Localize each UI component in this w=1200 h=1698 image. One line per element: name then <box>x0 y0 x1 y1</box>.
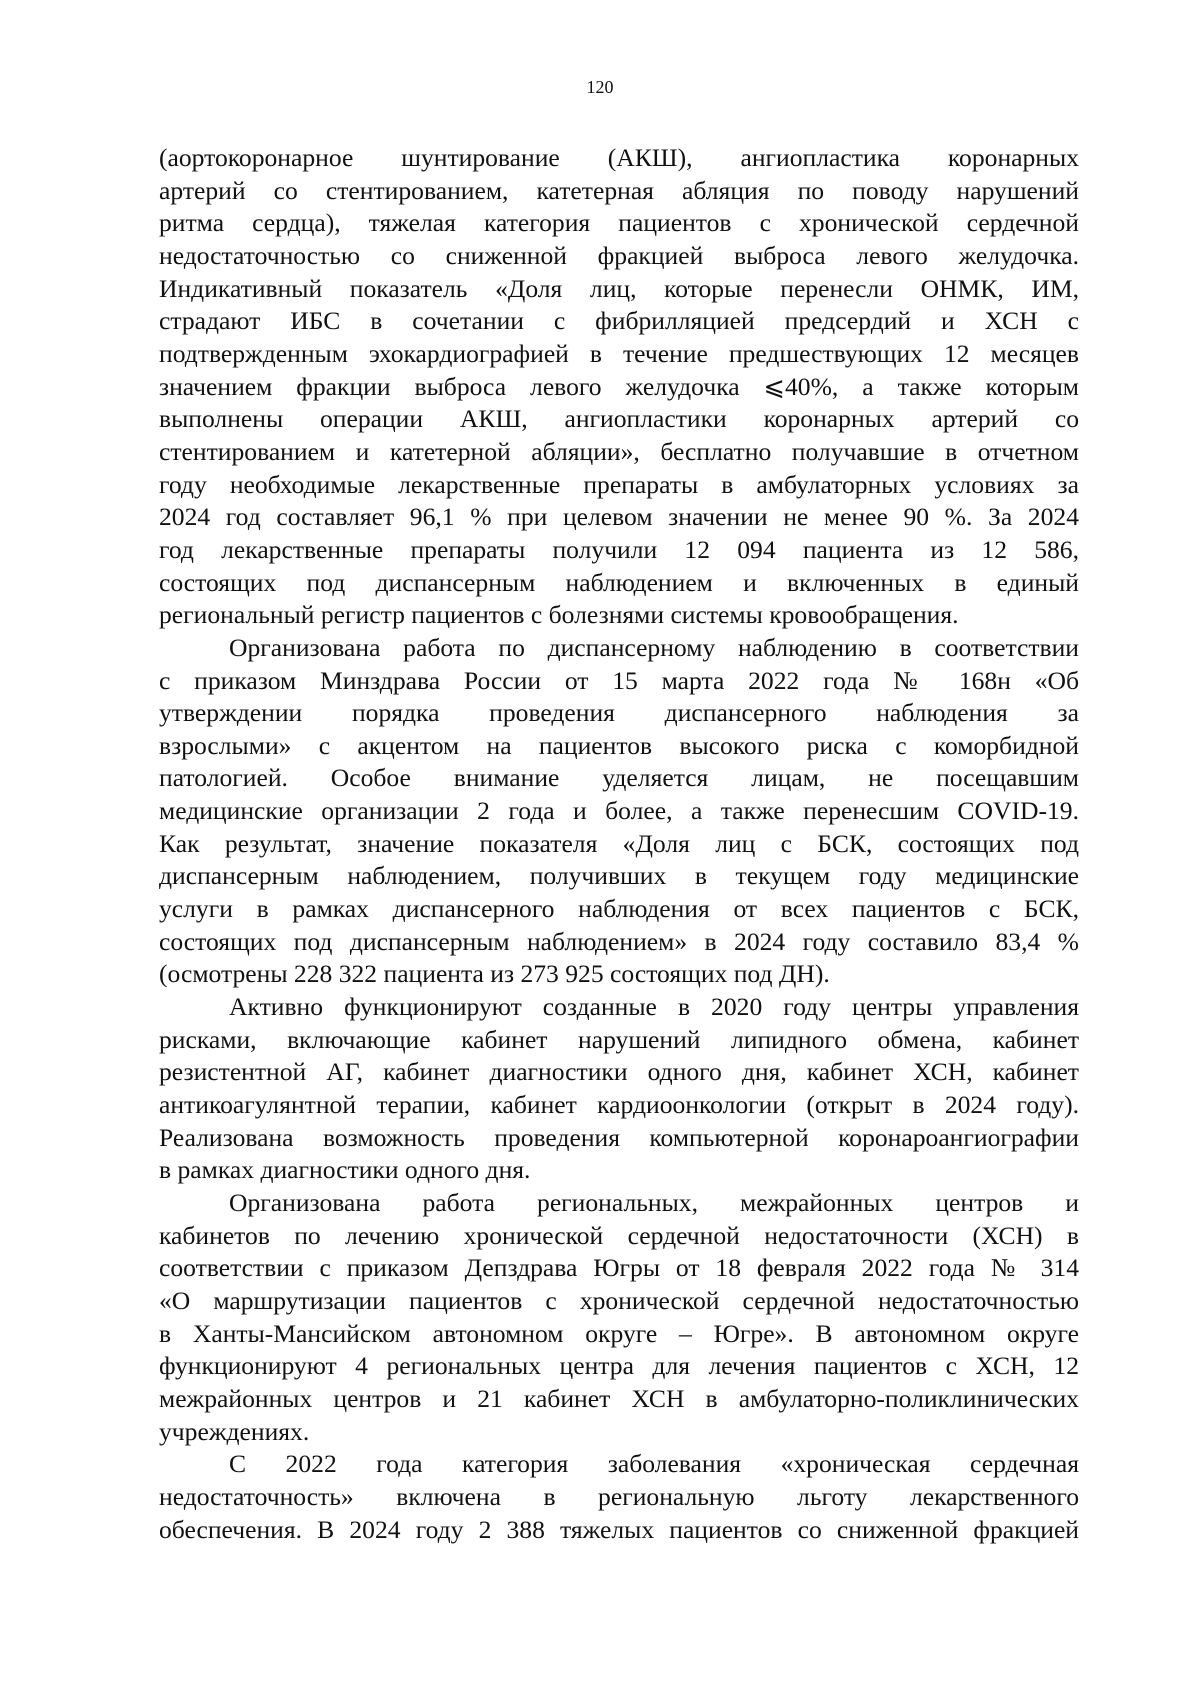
text-line: 2024 год составляет 96,1 % при целевом значении не менее 90 %. За 2024 <box>159 502 1079 532</box>
text-line: подтвержденным эхокардиографией в течение предшествующих 12 месяцев <box>159 338 1079 368</box>
text-line: рисками, включающие кабинет нарушений липидного обмена, кабинет <box>159 1024 1079 1054</box>
text-line: обеспечения. В 2024 году 2 388 тяжелых пациентов со сниженной фракцией <box>159 1514 1079 1544</box>
text-line: состоящих под диспансерным наблюдением» в 2024 году составило 83,4 % <box>159 926 1079 956</box>
text-line: в Ханты-Мансийском автономном округе – Югре». В автономном округе <box>159 1318 1079 1348</box>
text-line: (осмотрены 228 322 пациента из 273 925 состоящих под ДН). <box>159 959 830 989</box>
text-line: диспансерным наблюдением, получивших в текущем году медицинские <box>159 861 1079 891</box>
text-line: Организована работа по диспансерному наблюдению в соответствии <box>229 632 1079 662</box>
text-line: С 2022 года категория заболевания «хроническая сердечная <box>229 1449 1079 1479</box>
text-line: Активно функционируют созданные в 2020 году центры управления <box>229 992 1079 1022</box>
text-line: кабинетов по лечению хронической сердечной недостаточности (ХСН) в <box>159 1220 1079 1250</box>
text-line: Реализована возможность проведения компьютерной коронароангиографии <box>159 1122 1079 1152</box>
text-line: услуги в рамках диспансерного наблюдения от всех пациентов с БСК, <box>159 894 1079 924</box>
text-line: значением фракции выброса левого желудочка ⩽40%, а также которым <box>159 371 1079 401</box>
text-line: страдают ИБС в сочетании с фибрилляцией предсердий и ХСН с <box>159 306 1079 336</box>
page-number: 120 <box>586 77 614 97</box>
text-line: утверждении порядка проведения диспансерного наблюдения за <box>159 698 1079 728</box>
text-line: соответствии с приказом Депздрава Югры от 18 февраля 2022 года № 314 <box>159 1253 1079 1283</box>
text-line: межрайонных центров и 21 кабинет ХСН в амбулаторно-поликлинических <box>159 1383 1079 1413</box>
text-line: Как результат, значение показателя «Доля лиц с БСК, состоящих под <box>159 828 1079 858</box>
text-line: учреждениях. <box>159 1416 310 1446</box>
text-line: региональный регистр пациентов с болезнями системы кровообращения. <box>159 600 959 630</box>
text-line: медицинские организации 2 года и более, а также перенесшим COVID-19. <box>159 796 1079 826</box>
text-line: Организована работа региональных, межрайонных центров и <box>229 1188 1079 1217</box>
text-line: Индикативный показатель «Доля лиц, которые перенесли ОНМК, ИМ, <box>159 273 1079 303</box>
text-line: году необходимые лекарственные препараты в амбулаторных условиях за <box>159 469 1079 499</box>
text-line: (аортокоронарное шунтирование (АКШ), ангиопластика коронарных <box>159 143 1079 172</box>
text-line: год лекарственные препараты получили 12 094 пациента из 12 586, <box>159 534 1079 564</box>
text-line: «О маршрутизации пациентов с хронической сердечной недостаточностью <box>159 1285 1079 1315</box>
text-line: антикоагулянтной терапии, кабинет кардиоонкологии (открыт в 2024 году). <box>159 1090 1079 1120</box>
text-line: в рамках диагностики одного дня. <box>159 1155 531 1185</box>
text-line: резистентной АГ, кабинет диагностики одного дня, кабинет ХСН, кабинет <box>159 1057 1079 1087</box>
text-line: стентированием и катетерной абляции», бесплатно получавшие в отчетном <box>159 436 1079 466</box>
text-line: состоящих под диспансерным наблюдением и включенных в единый <box>159 567 1079 597</box>
text-line: недостаточность» включена в региональную льготу лекарственного <box>159 1481 1079 1511</box>
text-line: ритма сердца), тяжелая категория пациентов с хронической сердечной <box>159 208 1079 238</box>
text-line: взрослыми» с акцентом на пациентов высокого риска с коморбидной <box>159 730 1079 760</box>
body-text <box>159 142 1079 1546</box>
text-line: выполнены операции АКШ, ангиопластики коронарных артерий со <box>159 404 1079 434</box>
text-line: функционируют 4 региональных центра для лечения пациентов с ХСН, 12 <box>159 1351 1079 1381</box>
text-line: недостаточностью со сниженной фракцией выброса левого желудочка. <box>159 240 1079 270</box>
text-line: патологией. Особое внимание уделяется лицам, не посещавшим <box>159 763 1079 793</box>
text-line: с приказом Минздрава России от 15 марта 2022 года № 168н «Об <box>159 665 1079 695</box>
text-line: артерий со стентированием, катетерная абляция по поводу нарушений <box>159 175 1079 205</box>
